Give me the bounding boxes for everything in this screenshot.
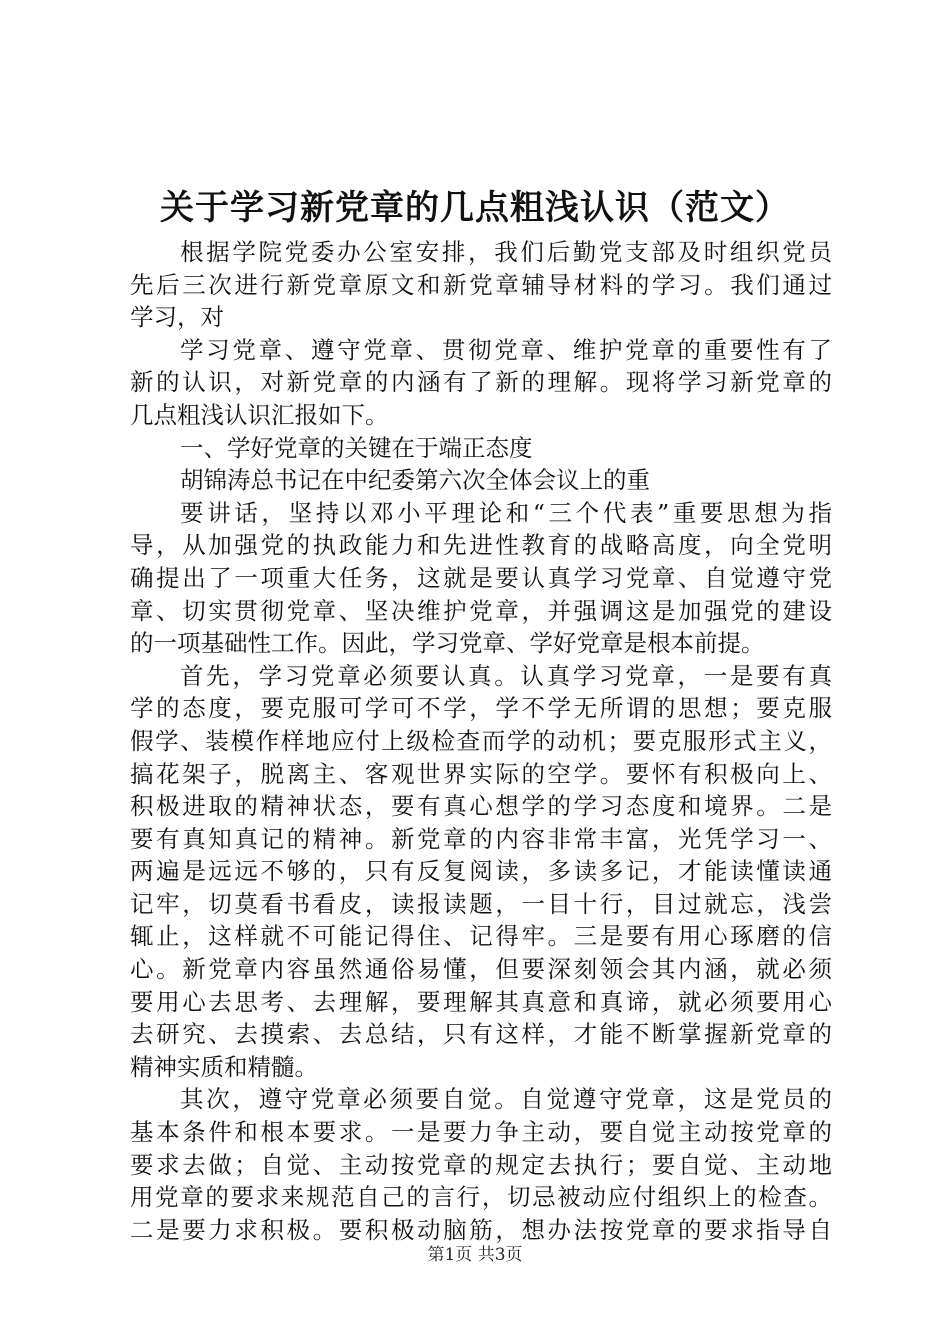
text-line: 积极进取的精神状态，要有真心想学的学习态度和境界。二是 [130,792,832,821]
document-body [130,236,832,1246]
text-line: 要讲话，坚持以邓小平理论和“三个代表”重要思想为指 [180,498,832,527]
text-line: 搞花架子，脱离主、客观世界实际的空学。要怀有积极向上、 [130,759,832,788]
text-line: 学习党章、遵守党章、贯彻党章、维护党章的重要性有了 [180,335,832,364]
text-line: 其次，遵守党章必须要自觉。自觉遵守党章，这是党员的 [180,1085,832,1114]
text-line: 二是要力求积极。要积极动脑筋，想办法按党章的要求指导自 [130,1215,832,1244]
text-line: 学的态度，要克服可学可不学，学不学无所谓的思想；要克服 [130,694,832,723]
text-line: 假学、装模作样地应付上级检查而学的动机；要克服形式主义， [130,726,832,755]
section-heading: 一、学好党章的关键在于端正态度 [180,433,533,462]
text-line: 根据学院党委办公室安排，我们后勤党支部及时组织党员 [180,238,832,266]
text-line: 去研究、去摸索、去总结，只有这样，才能不断掌握新党章的 [130,1020,832,1049]
text-line: 新的认识，对新党章的内涵有了新的理解。现将学习新党章的 [130,368,832,397]
text-line: 首先，学习党章必须要认真。认真学习党章，一是要有真 [180,661,832,690]
page-number-footer: 第1页 共3页 [427,1245,523,1265]
text-line: 辄止，这样就不可能记得住、记得牢。三是要有用心琢磨的信 [130,922,832,951]
text-line: 记牢，切莫看书看皮，读报读题，一目十行，目过就忘，浅尝 [130,889,832,918]
text-line: 要有真知真记的精神。新党章的内容非常丰富，光凭学习一、 [130,824,832,853]
text-line: 先后三次进行新党章原文和新党章辅导材料的学习。我们通过 [130,270,832,299]
text-line: 用党章的要求来规范自己的言行，切忌被动应付组织上的检查。 [130,1183,832,1212]
text-line: 要用心去思考、去理解，要理解其真意和真谛，就必须要用心 [130,987,832,1016]
document-title: 关于学习新党章的几点粗浅认识（范文） [160,188,790,228]
text-line: 心。新党章内容虽然通俗易懂，但要深刻领会其内涵，就必须 [130,955,832,984]
text-line: 要求去做；自觉、主动按党章的规定去执行；要自觉、主动地 [130,1150,832,1179]
text-line: 基本条件和根本要求。一是要力争主动，要自觉主动按党章的 [130,1118,832,1147]
text-line: 胡锦涛总书记在中纪委第六次全体会议上的重 [180,466,650,495]
text-line: 章、切实贯彻党章、坚决维护党章，并强调这是加强党的建设 [130,596,832,625]
text-line: 学习，对 [130,303,224,332]
text-line: 精神实质和精髓。 [130,1052,318,1081]
text-line: 两遍是远远不够的，只有反复阅读，多读多记，才能读懂读通 [130,857,832,886]
text-line: 导，从加强党的执政能力和先进性教育的战略高度，向全党明 [130,531,832,560]
text-line: 几点粗浅认识汇报如下。 [130,400,389,429]
text-line: 确提出了一项重大任务，这就是要认真学习党章、自觉遵守党 [130,563,832,592]
text-line: 的一项基础性工作。因此，学习党章、学好党章是根本前提。 [130,629,765,658]
